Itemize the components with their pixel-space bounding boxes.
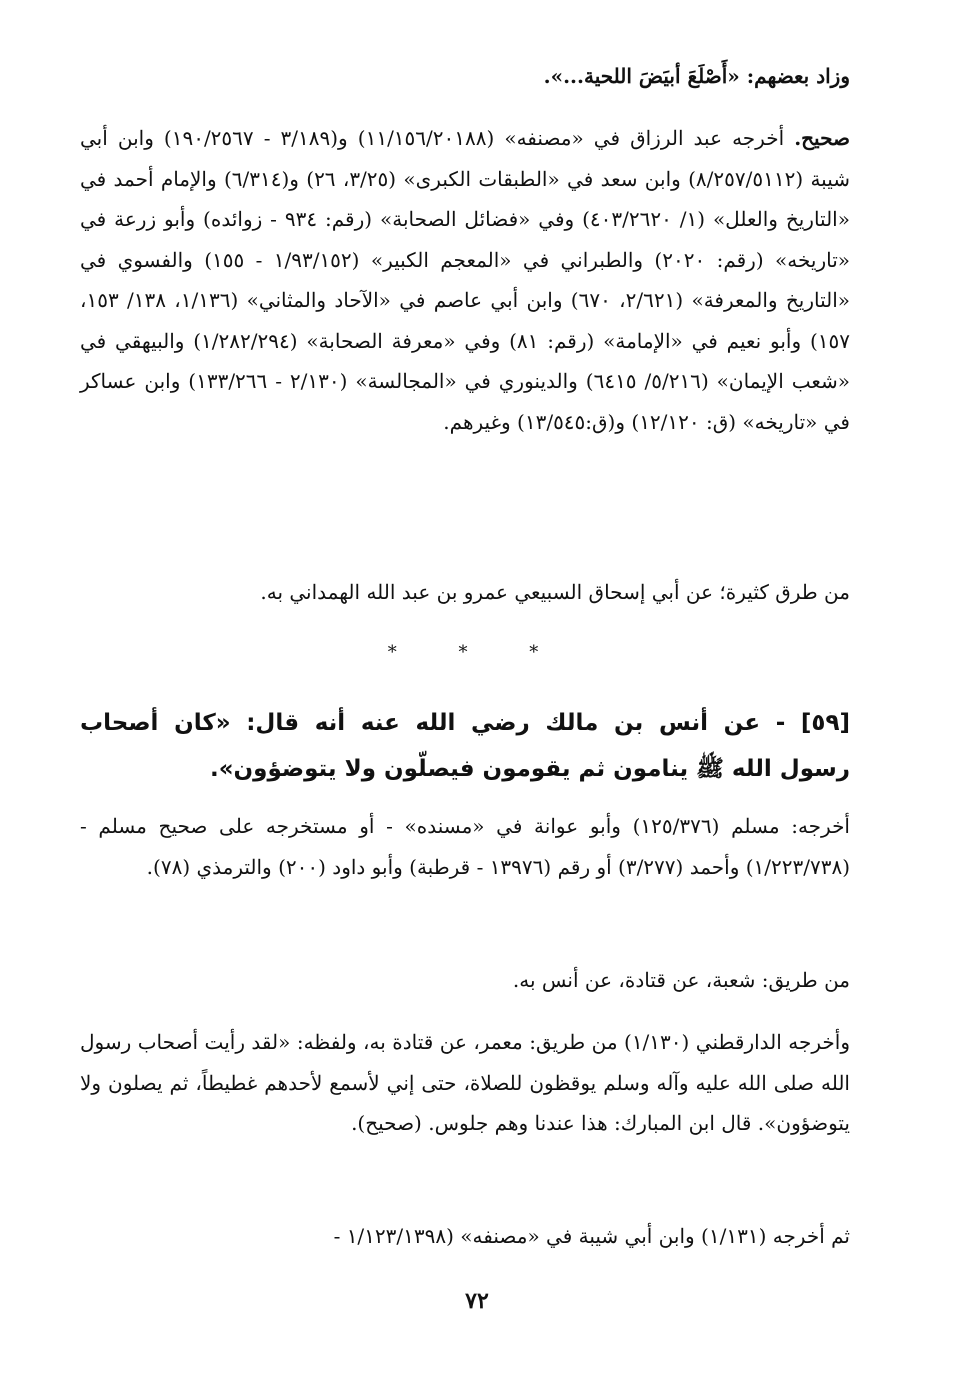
hadith-line-1: [٥٩] - عن أنس بن مالك رضي الله عنه أنه قال: «كان أصحاب [80,710,850,736]
section-separator: * * * [387,642,567,663]
page-number: ٧٢ [465,1288,489,1314]
takhrij-paragraph-2: أخرجه: مسلم (١٢٥/٣٧٦) وأبو عوانة في «مسنده» - أو مستخرجه على صحيح مسلم - (١/٢٢٣/٧٣٨) وأحمد (٣/٢٧٧) أو رقم (١٣٩٧٦ - قرطبة) وأبو داود (٢٠٠) والترمذي (٧٨). [80,814,850,879]
hadith-line-2: رسول الله ﷺ ينامون ثم يقومون فيصلّون ولا يتوضؤون». [209,756,850,782]
takhrij-paragraph-1-text: أخرجه عبد الرزاق في «مصنفه» (١١/١٥٦/٢٠١٨٨) و(٣/١٨٩ - ١٩٠/٢٥٦٧) وابن أبي شيبة (٨/٢٥٧/٥١١٢) وابن سعد في «الطبقات الكبرى» (٣/٢٥، ٢٦) و(٦/٣١٤) والإمام أحمد في «التاريخ والعلل» (١/ ٤٠٣/٢٦٢٠) وفي «فضائل الصحابة» (رقم: ٩٣٤ - زوائده) وأبو زرعة في «تاريخه» (رقم: ٢٠٢٠) والطبراني في «المعجم الكبير» (١/٩٣/١٥٢ - ١٥٥) والفسوي في «التاريخ والمعرفة» (٢/٦٢١، ٦٧٠) وابن أبي عاصم في «الآحاد والمثاني» (١/١٣٦، ١٣٨/ ١٥٣، ١٥٧) وأبو نعيم في «الإمامة» (رقم: ٨١) وفي «معرفة الصحابة» (١/٢٨٢/٢٩٤) والبيهقي في «شعب الإيمان» (٥/٢١٦/ ٦٤١٥) والدينوري في «المجالسة» (٢/١٣٠ - ١٣٣/٢٦٦) وابن عساكر في «تاريخه» (ق: ١٢/١٢٠) و(ق:١٣/٥٤٥) وغيرهم. [80,126,850,434]
top-line-quote: «أَصْلَعَ أبيَضَ اللحية...». [543,64,740,88]
routes-paragraph: من طرق كثيرة؛ عن أبي إسحاق السبيعي عمرو بن عبد الله الهمداني به. [260,580,850,604]
chain-paragraph: من طريق: شعبة، عن قتادة، عن أنس به. [512,968,850,992]
continuation-line: ثم أخرجه (١/١٣١) وابن أبي شيبة في «مصنفه» (١/١٢٣/١٣٩٨ - [333,1224,850,1248]
takhrij-paragraph-1 [80,118,850,442]
daraqutni-paragraph: وأخرجه الدارقطني (١/١٣٠) من طريق: معمر، عن قتادة به، ولفظه: «لقد رأيت أصحاب رسول الله صلى الله عليه وآله وسلم يوقظون للصلاة، حتى إني لأسمع لأحدهم غطيطاً، ثم يصلون ولا يتوضؤون». قال ابن المبارك: هذا عندنا وهم جلوس. (صحيح). [80,1030,850,1135]
top-line [80,56,850,96]
top-line-prefix: وزاد بعضهم: [739,64,850,88]
grading-word: صحيح. [794,126,850,150]
hadith-text [80,700,850,792]
